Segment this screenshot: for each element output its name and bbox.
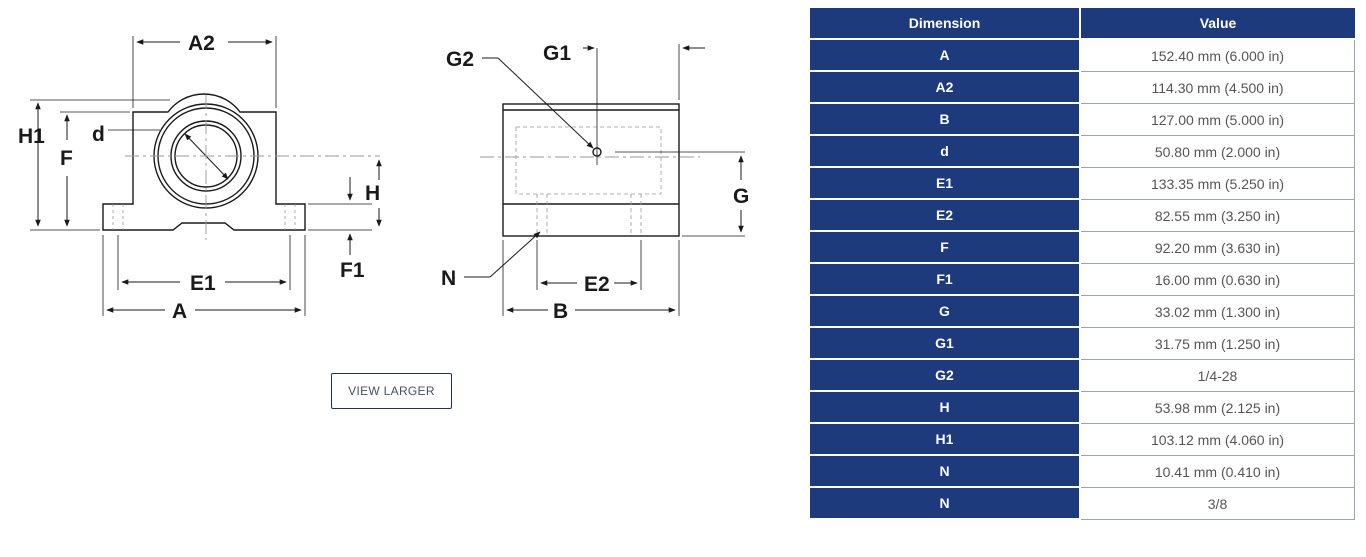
- table-row: [810, 104, 1355, 136]
- table-row: [810, 456, 1355, 488]
- label-g: G: [733, 185, 750, 208]
- label-h: H: [365, 182, 381, 205]
- dimension-cell: A2: [810, 72, 1081, 104]
- value-cell: 152.40 mm (6.000 in): [1081, 40, 1355, 72]
- label-e2: E2: [584, 273, 610, 296]
- label-g1: G1: [543, 42, 572, 65]
- table-row: [810, 360, 1355, 392]
- label-f1: F1: [340, 259, 365, 282]
- table-row: [810, 424, 1355, 456]
- value-cell: 31.75 mm (1.250 in): [1081, 328, 1355, 360]
- label-f: F: [60, 147, 73, 170]
- label-e1: E1: [190, 272, 216, 295]
- value-cell: 133.35 mm (5.250 in): [1081, 168, 1355, 200]
- label-b: B: [553, 300, 569, 323]
- dimension-cell: E1: [810, 168, 1081, 200]
- table-body: [810, 40, 1355, 520]
- label-h1: H1: [18, 125, 45, 148]
- value-cell: 10.41 mm (0.410 in): [1081, 456, 1355, 488]
- table-row: [810, 200, 1355, 232]
- table-header-row: [810, 8, 1355, 40]
- label-n: N: [441, 267, 457, 290]
- value-cell: 53.98 mm (2.125 in): [1081, 392, 1355, 424]
- dimension-cell: N: [810, 488, 1081, 520]
- dimension-cell: N: [810, 456, 1081, 488]
- dimension-cell: G: [810, 296, 1081, 328]
- value-cell: 92.20 mm (3.630 in): [1081, 232, 1355, 264]
- value-cell: 127.00 mm (5.000 in): [1081, 104, 1355, 136]
- label-a2: A2: [188, 32, 215, 55]
- table-row: [810, 328, 1355, 360]
- value-cell: 50.80 mm (2.000 in): [1081, 136, 1355, 168]
- value-cell: 1/4-28: [1081, 360, 1355, 392]
- label-g2: G2: [446, 48, 475, 71]
- value-cell: 82.55 mm (3.250 in): [1081, 200, 1355, 232]
- label-d: d: [92, 123, 105, 146]
- table-row: [810, 264, 1355, 296]
- dimension-table: [810, 8, 1355, 520]
- dimension-cell: A: [810, 40, 1081, 72]
- dimension-cell: F: [810, 232, 1081, 264]
- housing-outline: [103, 94, 305, 230]
- d-dimension-line: [185, 134, 228, 179]
- value-cell: 3/8: [1081, 488, 1355, 520]
- table-row: [810, 136, 1355, 168]
- dimension-cell: E2: [810, 200, 1081, 232]
- dimension-cell: H: [810, 392, 1081, 424]
- dimension-cell: B: [810, 104, 1081, 136]
- label-a: A: [172, 300, 188, 323]
- header-value: Value: [1081, 8, 1355, 40]
- table-row: [810, 296, 1355, 328]
- table-row: [810, 488, 1355, 520]
- dimension-cell: d: [810, 136, 1081, 168]
- table-row: [810, 232, 1355, 264]
- value-cell: 103.12 mm (4.060 in): [1081, 424, 1355, 456]
- value-cell: 33.02 mm (1.300 in): [1081, 296, 1355, 328]
- table-row: [810, 72, 1355, 104]
- dimension-cell: F1: [810, 264, 1081, 296]
- table-row: [810, 40, 1355, 72]
- dimension-cell: G2: [810, 360, 1081, 392]
- dimension-cell: H1: [810, 424, 1081, 456]
- table-row: [810, 392, 1355, 424]
- dimension-cell: G1: [810, 328, 1081, 360]
- value-cell: 16.00 mm (0.630 in): [1081, 264, 1355, 296]
- value-cell: 114.30 mm (4.500 in): [1081, 72, 1355, 104]
- header-dimension: Dimension: [810, 8, 1081, 40]
- view-larger-button[interactable]: VIEW LARGER: [331, 373, 452, 409]
- side-body: [503, 104, 679, 236]
- table-row: [810, 168, 1355, 200]
